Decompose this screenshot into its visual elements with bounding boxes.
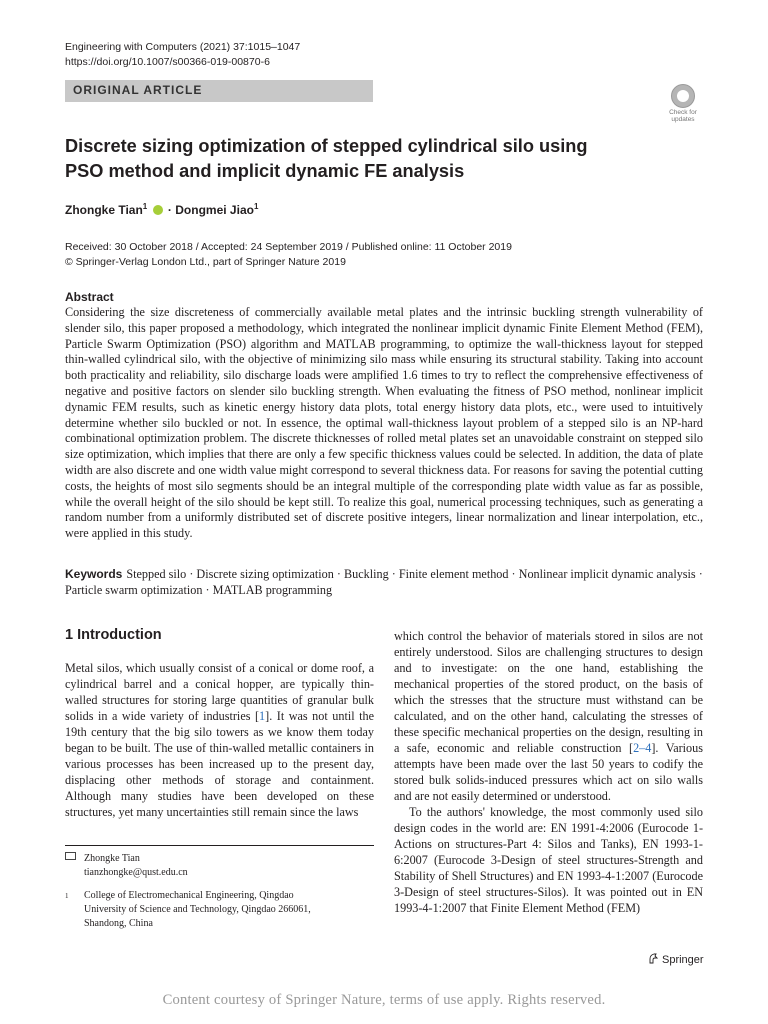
springer-horse-icon: [648, 953, 658, 964]
paragraph-text: ]. Various attempts have been made over the last 50 years to codify the stored bulk solids-induced pressures which act on silo walls and are not easily determined or understood.: [394, 741, 703, 803]
keywords-block: [65, 566, 703, 598]
author-name[interactable]: Zhongke Tian: [65, 203, 143, 217]
citation-link[interactable]: 1: [259, 709, 266, 723]
doi-link[interactable]: https://doi.org/10.1007/s00366-019-00870-6: [65, 56, 270, 68]
affiliation-line: Shandong, China: [84, 918, 153, 929]
paragraph-text: ]. It was not until the 19th century that the big silo towers as we know them today began to be built. The use of thin-walled metallic containers in various processes has been increased up to the present day, displacing other methods of storage and containment. Although many studies have been developed on these structures, yet many uncertainties still remain since the laws: [65, 709, 375, 819]
corresponding-author-name: Zhongke Tian: [84, 853, 140, 864]
body-column-right: [394, 628, 703, 916]
check-for-updates-badge[interactable]: [664, 84, 702, 123]
abstract-heading: Abstract: [65, 290, 114, 304]
corresponding-author-email[interactable]: tianzhongke@qust.edu.cn: [84, 867, 188, 878]
orcid-icon[interactable]: [153, 205, 163, 215]
journal-citation: Engineering with Computers (2021) 37:1015–1047: [65, 41, 301, 53]
citation-link[interactable]: 2–4: [633, 741, 652, 755]
article-title: Discrete sizing optimization of stepped cylindrical silo using PSO method and implicit dynamic FE analysis: [65, 136, 588, 181]
author-name[interactable]: Dongmei Jiao: [175, 203, 254, 217]
paragraph: To the authors' knowledge, the most commonly used silo design codes in the world are: EN 1991-4:2006 (Eurocode 1-Actions on structures-Part 4: Silos and Tanks), EN 1993-1-6:2007 (Eurocode 3-Design of steel structures-Strength and Stability of Shell Structures) and EN 1993-4-1:2007 (Eurocode 3-Design of steel structures-Silos). It was pointed out in EN 1993-4-1:2007 that Finite Element Method (FEM): [394, 805, 703, 915]
paragraph: [394, 628, 703, 804]
body-column-left: [65, 660, 374, 820]
affiliation-line: College of Electromechanical Engineering, Qingdao: [84, 890, 294, 901]
author-affiliation-mark: 1: [253, 202, 259, 211]
dates-line: Received: 30 October 2018 / Accepted: 24 September 2019 / Published online: 11 October 2019: [65, 241, 512, 253]
journal-info: [65, 40, 300, 70]
publication-history: [65, 240, 512, 270]
keywords-list: Stepped silo · Discrete sizing optimization · Buckling · Finite element method · Nonlinear implicit dynamic analysis · Particle swarm optimization · MATLAB programming: [65, 567, 703, 597]
keywords-label: Keywords: [65, 567, 123, 581]
paragraph-text: Metal silos, which usually consist of a conical or dome roof, a cylindrical barrel and a conical hopper, are typically thin-walled structures for storing large quantities of granular bulk solids in a wide variety of industries [: [65, 661, 374, 723]
check-updates-icon: [671, 84, 695, 108]
affiliation-number: 1: [65, 892, 69, 900]
author-list: [65, 202, 258, 217]
check-updates-label: Check for updates: [669, 109, 697, 123]
envelope-icon: [65, 852, 76, 860]
publisher-name: Springer: [662, 954, 704, 966]
publisher-logo: [648, 953, 704, 966]
corresponding-author-note: [65, 852, 188, 880]
courtesy-notice: Content courtesy of Springer Nature, terms of use apply. Rights reserved.: [162, 992, 606, 1008]
paragraph-text: which control the behavior of materials stored in silos are not entirely understood. Silos are challenging structures to design and to investigate: on the one hand, establishing the mechanical properties of the stored product, on the basis of which the stresses that the structure must withstand can be calculated, and on the other hand, calculating the stresses of these specific mechanical properties on the design, resulting in a safe, economic and reliable construction [: [394, 629, 703, 755]
affiliation-line: University of Science and Technology, Qingdao 266061,: [84, 904, 311, 915]
author-affiliation-mark: 1: [142, 202, 148, 211]
article-type-banner: [65, 80, 373, 102]
author-separator: ·: [164, 203, 176, 217]
abstract-text: Considering the size discreteness of commercially available metal plates and the intrinsic buckling strength vulnerability of slender silo, this paper proposed a methodology, which integrated the nonlinear implicit dynamic Finite Element Method (FEM), Particle Swarm Optimization (PSO) algorithm and MATLAB programming, to optimize the wall-thickness layout for stepped thin-walled cylindrical silo, with the objective of minimizing silo mass while ensuring its structural stability. Taking into account both practicality and reliability, silo discharge loads were amplified 1.6 times to try to reflect the comprehensive effectiveness of negative and positive factors on slender silo buckling strength. When evaluating the fitness of PSO method, nonlinear implicit dynamic FEM results, such as kinetic energy history data plots, total energy history data plots, etc., were used to intuitively determine whether silo buckled or not. In essence, the optimal wall-thickness layout problem of a stepped silo is an NP-hard combinational optimization problem. The discrete thicknesses of rolled metal plates set an unavoidable constraint on stepped silo size optimization, which implies that there are only a few specific thickness values could be selected. In addition, the data of plate width are also discrete and one width value might correspond to several thickness data. For reasons for saving the potential cutting costs, the heights of most silo segments should be an integral multiple of the corresponding plate width value as far as possible, while the overall height of the silo should be kept still. To realize this goal, numerical processing techniques, such as generating a random number from a uniformly distributed set of discrete positive integers, linear normalization and linear interpolation, etc., were applied in this study.: [65, 305, 703, 541]
section-heading: 1 Introduction: [65, 627, 162, 643]
copyright-line: © Springer-Verlag London Ltd., part of Springer Nature 2019: [65, 256, 346, 268]
paragraph: [65, 660, 374, 820]
article-type-label: ORIGINAL ARTICLE: [73, 83, 203, 97]
affiliation-note: [65, 889, 365, 931]
footnote-divider: [65, 845, 374, 846]
